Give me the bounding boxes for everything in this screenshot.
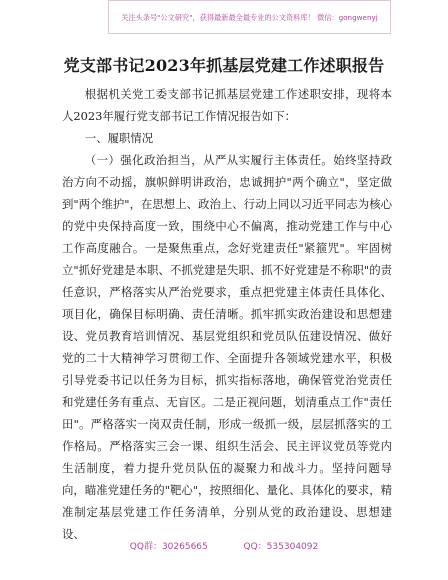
document-body [62, 83, 392, 545]
document-title: 党支部书记2023年抓基层党建工作述职报告 [63, 56, 385, 75]
intro-paragraph: 根据机关党工委支部书记抓基层党建工作述职安排，现将本人2023年履行党支部书记工作情况报告如下： [62, 87, 392, 123]
section-paragraph: （一）强化政治担当，从严从实履行主体责任。始终坚持政治方向不动摇，旗帜鲜明讲政治，忠诚拥护"两个确立"，坚定做到"两个维护"，在思想上、政治上、行动上同以习近平同志为核心的党中央保持高度一致，围绕中心不偏离，推动党建工作与中心工作高度融合。一是聚焦重点，念好党建责任"紧箍咒"。牢固树立"抓好党建是本职、不抓党建是失职、抓不好党建是不称职"的责任意识，严格落实从严治党要求，重点把党建主体责任具体化、项目化，确保目标明确、责任清晰。抓牢抓实政治建设和思想建设、党员教育培训情况、基层党组织和党员队伍建设情况、做好党的二十大精神学习贯彻工作、全面提升各领域党建水平，积极引导党委书记以任务为目标，抓实指标落地，确保管党治党责任和党建任务有重点、无盲区。二是正视问题，划清重点工作"责任田"。严格落实一岗双责任制，形成一级抓一级，层层抓落实的工作格局。严格落实三会一课、组织生活会、民主评议党员等党内生活制度，着力提升党员队伍的凝聚力和战斗力。坚持问题导向，瞄准党建任务的"靶心"，按照细化、量化、具体化的要求，精准制定基层党建工作任务清单，分别从党的政治建设、思想建设、 [62, 153, 392, 541]
page-footer [0, 539, 448, 552]
section-heading: 一、履职情况 [84, 131, 154, 145]
footer-qq: QQ：535304092 [243, 542, 319, 552]
footer-qq-group: QQ群：30265665 [129, 542, 208, 552]
promo-banner [108, 0, 391, 34]
promo-banner-text: 关注头条号"公文研究"，获得最新最全最专业的公文资料库！ 微信：gongwenyj [121, 13, 378, 22]
